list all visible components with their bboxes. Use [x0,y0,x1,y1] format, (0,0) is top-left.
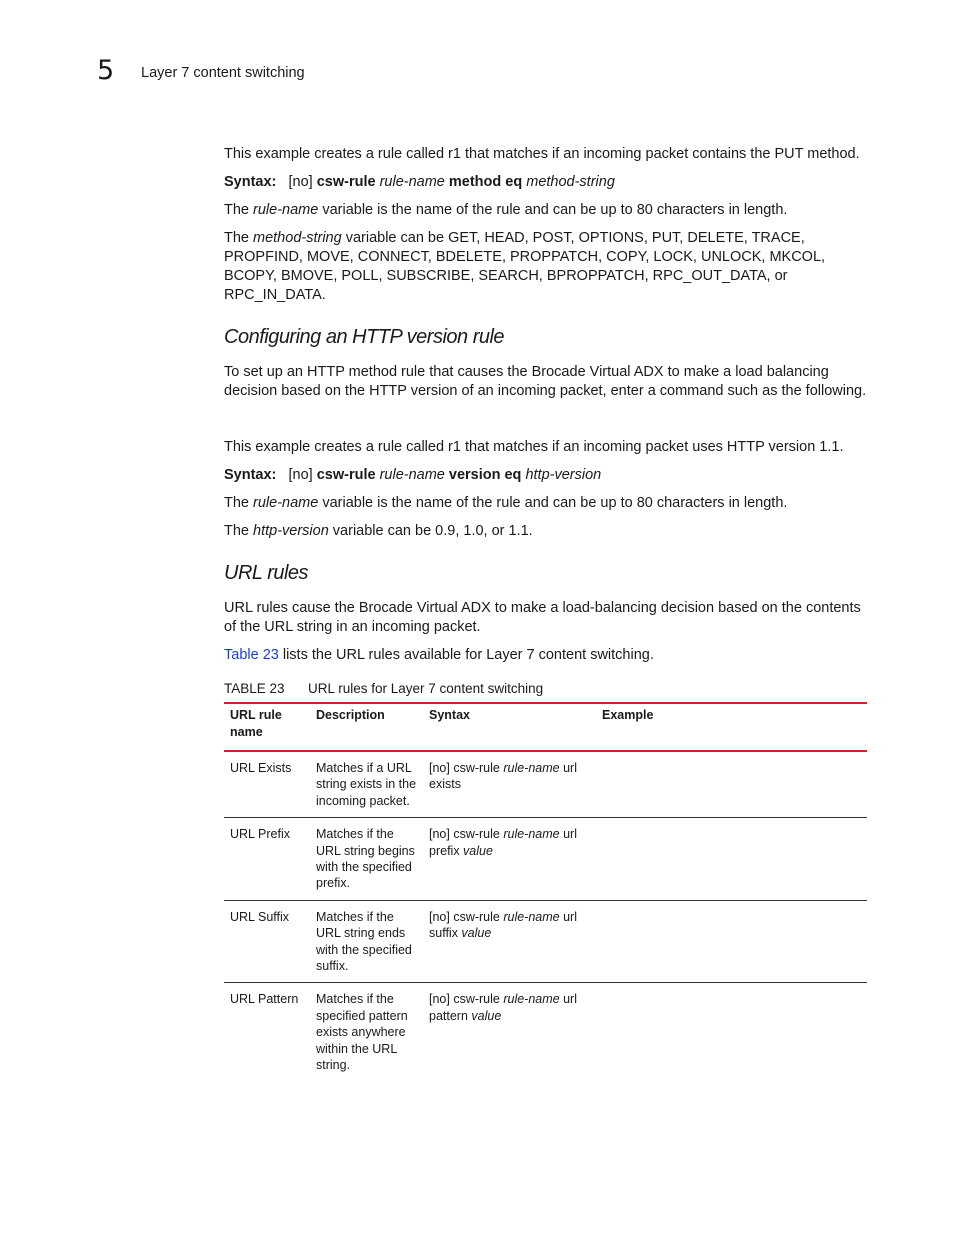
http-version-intro: To set up an HTTP method rule that causes the Brocade Virtual ADX to make a load balancing decision based on the HTTP version of an incoming packet, enter a command such as the following. [224,364,867,399]
cell-description: Matches if the URL string begins with the specified prefix. [316,827,415,891]
method-example-text: This example creates a rule called r1 that matches if an incoming packet contains the PUT method. [224,146,860,162]
syntax-var-rule-name: rule-name [379,174,445,190]
table-23-link[interactable]: Table 23 [224,647,279,663]
syntax-keyword: method eq [448,174,523,190]
chapter-title: Layer 7 content switching [141,65,305,81]
url-rules-heading: URL rules [224,562,309,584]
cell-example [596,900,867,983]
header-syntax: Syntax [429,708,470,722]
syntax-cmd: csw-rule [316,467,376,483]
cell-description: Matches if the URL string ends with the specified suffix. [316,909,412,974]
cell-example [596,983,867,1082]
syntax-label: Syntax: [224,467,277,483]
table-row [224,751,867,818]
header-description: Description [316,708,385,722]
rule-name-description: The rule-name variable is the name of the rule and can be up to 80 characters in length. [224,202,788,218]
cell-syntax: [no] csw-rule rule-name url prefix value [429,827,577,858]
code-example-gap [224,410,868,438]
syntax-cmd: csw-rule [316,174,376,190]
rule-name-description-2: The rule-name variable is the name of the rule and can be up to 80 characters in length. [224,495,788,511]
http-version-heading: Configuring an HTTP version rule [224,326,505,348]
syntax-no: [no] [288,174,313,190]
http-version-example-text: This example creates a rule called r1 that matches if an incoming packet uses HTTP version 1.1. [224,439,844,455]
url-rules-table [224,702,867,1082]
syntax-label: Syntax: [224,174,277,190]
cell-description: Matches if a URL string exists in the incoming packet. [316,761,417,808]
syntax-var-method-string: method-string [526,174,615,190]
http-version-syntax [224,466,868,485]
syntax-var-http-version: http-version [525,467,602,483]
cell-syntax: [no] csw-rule rule-name url pattern value [429,992,577,1023]
cell-syntax: [no] csw-rule rule-name url exists [429,761,577,792]
chapter-number: 5 [97,55,115,86]
table-reference: Table 23 lists the URL rules available for Layer 7 content switching. [224,647,654,663]
syntax-no: [no] [288,467,313,483]
header-url-rule-name: URL rule name [230,708,282,739]
table-row [224,900,867,983]
cell-syntax: [no] csw-rule rule-name url suffix value [429,909,577,941]
table-caption-title: URL rules for Layer 7 content switching [308,681,544,696]
page-content [224,145,868,1082]
table-row [224,983,867,1082]
cell-rule-name: URL Suffix [230,909,290,924]
syntax-var-rule-name: rule-name [379,467,445,483]
cell-example [596,751,867,818]
table-caption [224,681,868,697]
cell-example [596,818,867,901]
table-caption-label: TABLE 23 [224,681,285,696]
syntax-keyword: version eq [448,467,522,483]
header-example: Example [602,708,654,722]
method-syntax [224,173,868,192]
cell-rule-name: URL Pattern [230,992,299,1007]
method-string-description: The method-string variable can be GET, HEAD, POST, OPTIONS, PUT, DELETE, TRACE, PROPFIND, MOVE, CONNECT, BDELETE, PROPPATCH, COPY, LOCK, UNLOCK, MKCOL, BCOPY, BMOVE, POLL, SUBSCRIBE, SEARCH, BPROPPATCH, RPC_OUT_DATA, or RPC_IN_DATA. [224,230,826,303]
cell-rule-name: URL Prefix [230,827,290,842]
table-header-row [224,703,867,751]
cell-description: Matches if the specified pattern exists anywhere within the URL string. [316,992,408,1073]
cell-rule-name: URL Exists [230,761,292,775]
table-row [224,818,867,901]
http-version-description: The http-version variable can be 0.9, 1.0, or 1.1. [224,523,533,539]
url-rules-intro: URL rules cause the Brocade Virtual ADX to make a load-balancing decision based on the contents of the URL string in an incoming packet. [224,600,861,635]
